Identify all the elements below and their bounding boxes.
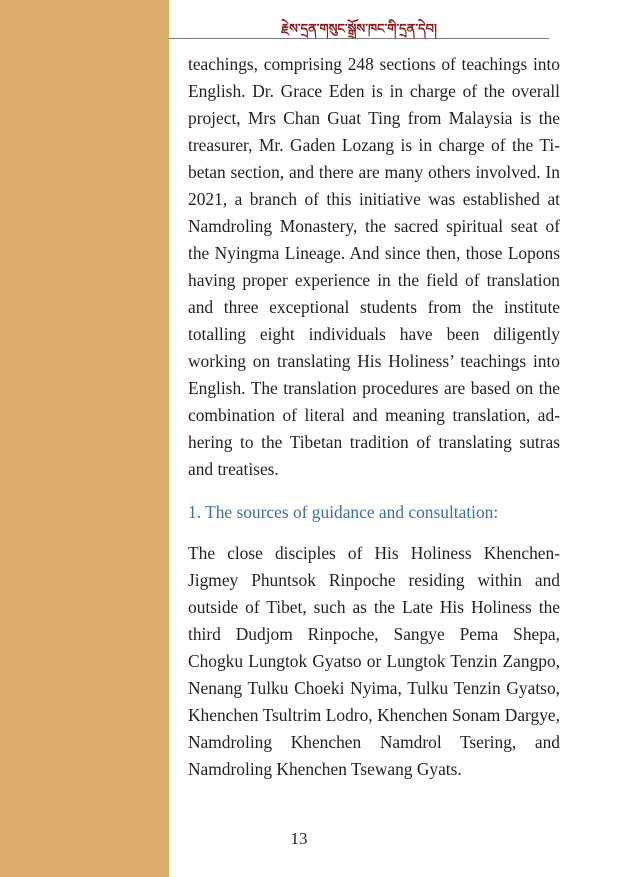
section-heading: 1. The sources of guidance and consultation: xyxy=(188,502,499,522)
page-body xyxy=(188,51,560,783)
running-header: རྗེས་དྲན་གསུང་སྒྲོས་ཁང་གི་དྲན་དེབ། xyxy=(281,22,437,37)
body-paragraph-2: The close disciples of His Holiness Khenchen-Jigmey Phuntsok Rinpoche residing within and outside of Tibet, such as the Late His Holiness the third Dudjom Rinpoche, Sangye Pema Shepa, Chogku Lungtok Gyatso or Lungtok Tenzin Zangpo, Nenang Tulku Choeki Nyima, Tulku Tenzin Gyatso, Khenchen Tsultrim Lodro, Khenchen Sonam Dargye, Namdroling Khenchen Namdrol Tsering, and Namdroling Khenchen Tsewang Gyats. xyxy=(188,543,560,779)
page-number: 13 xyxy=(290,829,308,848)
header-divider xyxy=(169,38,549,39)
decorative-side-band xyxy=(0,0,169,877)
body-paragraph-1: teachings, comprising 248 sections of teachings into English. Dr. Grace Eden is in charge of the overall project, Mrs Chan Guat Ting from Malaysia is the treasurer, Mr. Gaden Lozang is in charge of the Tibetan section, and there are many others involved. In 2021, a branch of this initiative was established at Namdroling Monastery, the sacred spiritual seat of the Nyingma Lineage. And since then, those Lopons having proper experience in the field of translation and three exceptional students from the institute totalling eight individuals have been diligently working on translating His Holiness’ teachings into English. The translation procedures are based on the combination of literal and meaning translation, adhering to the Tibetan tradition of translating sutras and treatises. xyxy=(188,54,560,479)
